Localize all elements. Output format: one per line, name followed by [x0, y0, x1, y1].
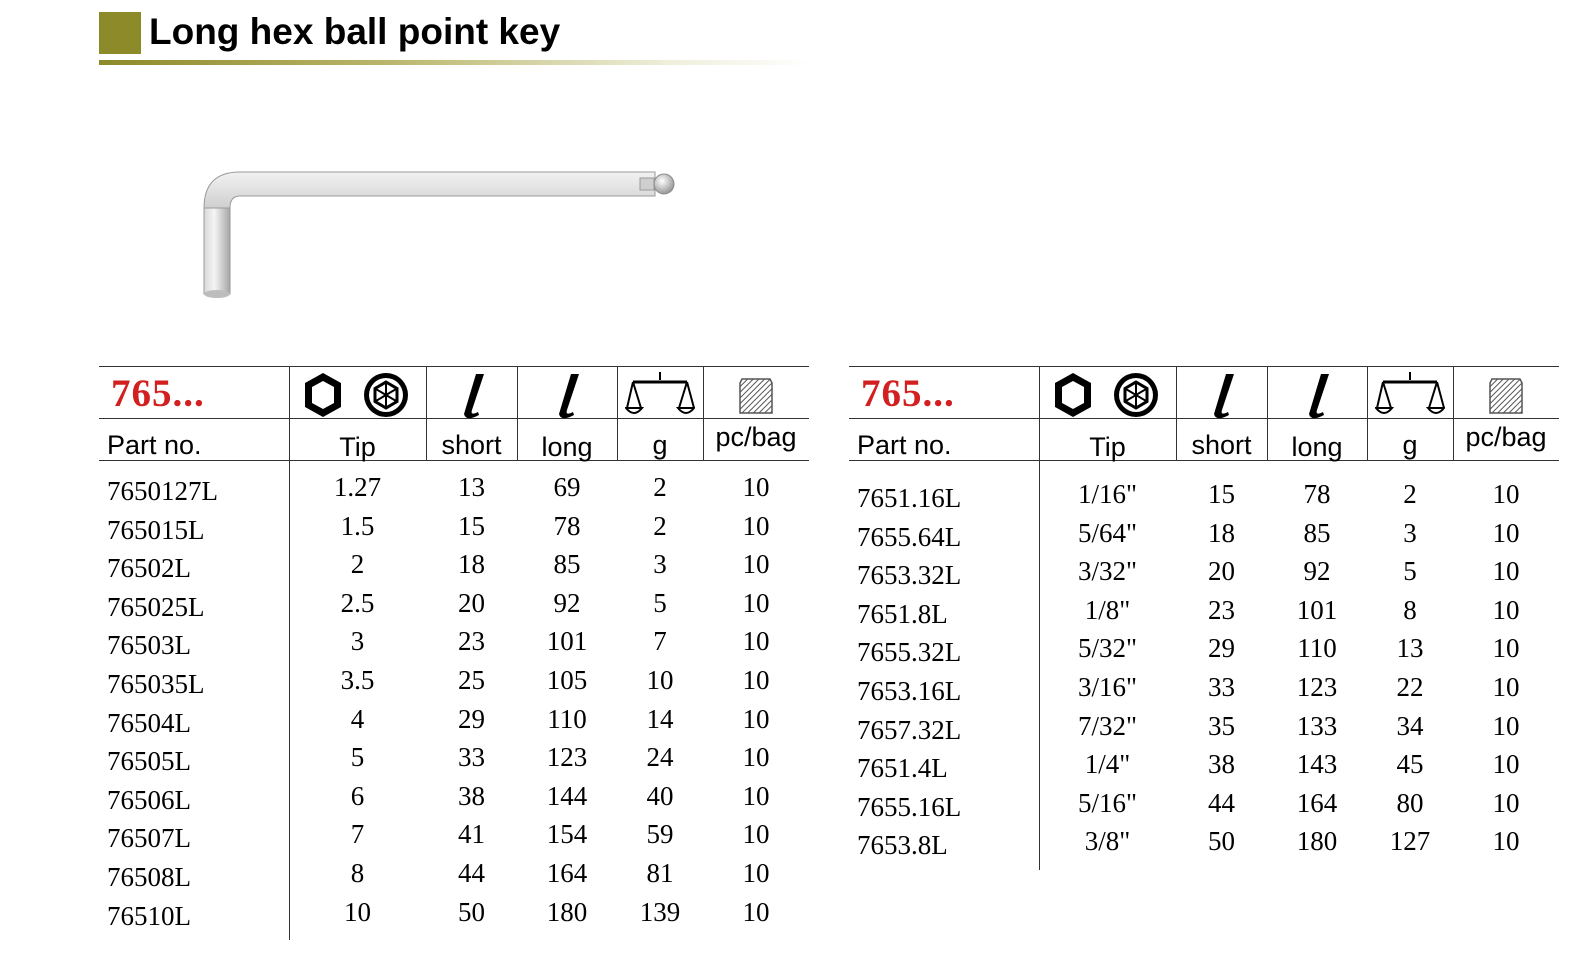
cell-part-no: 7650127L	[107, 476, 218, 506]
cell-long: 180	[546, 896, 588, 927]
cell-short: 23	[458, 626, 485, 657]
table-row	[99, 858, 809, 896]
cell-grams: 2	[1403, 479, 1417, 509]
tip-icons	[1039, 368, 1176, 422]
cell-part-no: 76506L	[107, 784, 191, 815]
table-row	[849, 479, 1559, 517]
table-row	[849, 711, 1559, 749]
cell-tip: 3/16"	[1077, 672, 1138, 702]
size-table-inch	[849, 366, 1577, 966]
cell-part-no: 7655.64L	[857, 521, 962, 552]
cell-part-no: 7655.32L	[857, 637, 962, 668]
cell-short: 25	[458, 665, 485, 695]
cell-pc-bag: 10	[1492, 479, 1520, 509]
cell-grams: 8	[1403, 594, 1417, 625]
cell-grams: 24	[646, 742, 674, 773]
cell-part-no: 7653.8L	[857, 830, 948, 861]
header-short: short	[441, 430, 502, 460]
header-pc-bag: pc/bag	[1465, 422, 1547, 452]
header-part-no: Part no.	[107, 430, 202, 460]
cell-long: 69	[553, 472, 581, 502]
title-marker	[99, 12, 141, 54]
cell-short: 20	[458, 587, 485, 618]
cell-pc-bag: 10	[1492, 633, 1520, 664]
cell-grams: 5	[1403, 556, 1417, 587]
table-row	[99, 897, 809, 935]
cell-grams: 3	[1403, 517, 1417, 548]
cell-short: 41	[458, 819, 485, 850]
cell-long: 110	[1297, 633, 1337, 664]
cell-long: 154	[546, 819, 588, 850]
cell-tip: 5/64"	[1077, 517, 1138, 548]
cell-long: 143	[1296, 749, 1338, 780]
header-pc-bag: pc/bag	[715, 422, 797, 452]
cell-long: 101	[1296, 594, 1338, 625]
table-row	[849, 749, 1559, 787]
cell-short: 23	[1208, 594, 1235, 625]
header-grams: g	[1402, 430, 1418, 460]
cell-tip: 2	[350, 549, 365, 580]
cell-grams: 127	[1389, 826, 1431, 857]
header-part-no: Part no.	[857, 430, 952, 460]
cell-pc-bag: 10	[1492, 517, 1520, 548]
scale-icon	[1367, 368, 1453, 422]
cell-pc-bag: 10	[742, 742, 770, 773]
cell-part-no: 765015L	[107, 514, 205, 545]
cell-grams: 10	[646, 665, 674, 695]
cell-grams: 81	[646, 858, 674, 888]
table-row	[99, 549, 809, 587]
cell-long: 85	[1303, 517, 1331, 548]
length-l-icon	[426, 368, 517, 422]
cell-pc-bag: 10	[742, 587, 770, 618]
cell-tip: 4	[350, 703, 365, 734]
cell-tip: 7/32"	[1077, 710, 1138, 741]
table-row	[849, 633, 1559, 671]
cell-part-no: 76505L	[107, 746, 191, 777]
cell-pc-bag: 10	[742, 703, 770, 734]
cell-pc-bag: 10	[742, 626, 770, 657]
table-row	[99, 742, 809, 780]
cell-pc-bag: 10	[742, 549, 770, 580]
cell-short: 35	[1208, 710, 1235, 741]
cell-grams: 14	[646, 703, 674, 734]
cell-long: 180	[1296, 826, 1338, 857]
cell-tip: 7	[350, 819, 365, 850]
cell-tip: 8	[350, 858, 365, 888]
cell-grams: 40	[646, 780, 674, 811]
cell-tip: 10	[344, 896, 371, 927]
cell-part-no: 7657.32L	[857, 714, 962, 745]
cell-tip: 6	[350, 780, 365, 811]
bag-icon	[703, 368, 809, 422]
cell-tip: 3/8"	[1084, 826, 1131, 857]
cell-pc-bag: 10	[742, 472, 770, 502]
cell-tip: 3	[350, 626, 365, 657]
table-row	[99, 781, 809, 819]
cell-tip: 5/32"	[1077, 633, 1138, 664]
cell-short: 33	[458, 742, 485, 773]
cell-part-no: 76510L	[107, 900, 191, 931]
cell-tip: 1/4"	[1084, 749, 1131, 780]
cell-pc-bag: 10	[742, 510, 770, 541]
table-row	[99, 626, 809, 664]
cell-long: 133	[1296, 710, 1338, 741]
cell-long: 92	[553, 587, 581, 618]
cell-short: 50	[458, 896, 485, 927]
table-row	[99, 665, 809, 703]
title-underline	[99, 60, 814, 65]
cell-part-no: 765025L	[107, 591, 205, 622]
header-grams: g	[652, 430, 668, 460]
cell-tip: 5	[350, 742, 365, 773]
cell-grams: 3	[653, 549, 667, 580]
cell-long: 78	[1303, 479, 1331, 509]
cell-pc-bag: 10	[742, 780, 770, 811]
table-row	[99, 472, 809, 510]
cell-grams: 45	[1396, 749, 1424, 780]
cell-tip: 5/16"	[1077, 787, 1138, 818]
header-long: long	[1291, 432, 1343, 462]
cell-pc-bag: 10	[1492, 710, 1520, 741]
table-row	[849, 788, 1559, 826]
cell-pc-bag: 10	[742, 819, 770, 850]
cell-short: 50	[1208, 826, 1235, 857]
cell-grams: 13	[1396, 633, 1424, 664]
hexagon-icon	[1055, 373, 1091, 417]
cell-tip: 1.27	[333, 472, 382, 502]
cell-long: 101	[546, 626, 588, 657]
cell-part-no: 76504L	[107, 707, 191, 738]
cell-part-no: 7653.16L	[857, 676, 962, 706]
cell-grams: 80	[1396, 787, 1424, 818]
cell-grams: 34	[1396, 710, 1424, 741]
cell-short: 29	[458, 703, 485, 734]
cell-grams: 139	[639, 896, 681, 927]
cell-part-no: 7655.16L	[857, 791, 962, 822]
cell-pc-bag: 10	[1492, 594, 1520, 625]
cell-grams: 2	[653, 510, 667, 541]
cell-pc-bag: 10	[1492, 672, 1520, 702]
scale-icon	[617, 368, 703, 422]
cell-part-no: 7653.32L	[857, 560, 962, 591]
hexagon-icon	[305, 373, 341, 417]
cell-part-no: 7651.4L	[857, 753, 948, 784]
cell-pc-bag: 10	[742, 858, 770, 888]
cell-short: 15	[1208, 479, 1235, 509]
cell-part-no: 7651.16L	[857, 483, 962, 513]
cell-short: 38	[1208, 749, 1235, 780]
cell-short: 44	[458, 858, 485, 888]
cell-short: 13	[458, 472, 485, 502]
cell-tip: 1.5	[340, 510, 375, 541]
cell-pc-bag: 10	[1492, 749, 1520, 780]
length-l-icon	[1267, 368, 1367, 422]
bag-icon	[1453, 368, 1559, 422]
cell-part-no: 76503L	[107, 630, 191, 661]
cell-short: 18	[458, 549, 485, 580]
cell-long: 164	[546, 858, 588, 888]
cell-grams: 7	[653, 626, 667, 657]
hex-ball-icon	[1114, 373, 1158, 417]
header-short: short	[1191, 430, 1252, 460]
cell-short: 38	[458, 780, 485, 811]
table-row	[849, 826, 1559, 864]
cell-short: 18	[1208, 517, 1235, 548]
cell-grams: 22	[1396, 672, 1424, 702]
series-label: 765...	[861, 372, 955, 415]
cell-short: 33	[1208, 672, 1235, 702]
cell-part-no: 76502L	[107, 553, 191, 584]
cell-tip: 2.5	[340, 587, 375, 618]
cell-long: 92	[1303, 556, 1331, 587]
table-row	[99, 588, 809, 626]
cell-tip: 1/16"	[1077, 479, 1138, 509]
cell-pc-bag: 10	[742, 665, 770, 695]
cell-part-no: 76508L	[107, 862, 191, 892]
cell-pc-bag: 10	[1492, 556, 1520, 587]
cell-long: 123	[546, 742, 588, 773]
title-bar	[99, 10, 819, 68]
table-row	[849, 672, 1559, 710]
cell-part-no: 7651.8L	[857, 598, 948, 629]
cell-short: 29	[1208, 633, 1235, 664]
table-row	[99, 511, 809, 549]
header-tip: Tip	[1089, 432, 1126, 462]
cell-long: 123	[1296, 672, 1338, 702]
cell-long: 78	[553, 510, 581, 541]
table-row	[849, 595, 1559, 633]
cell-grams: 59	[646, 819, 674, 850]
cell-pc-bag: 10	[1492, 826, 1520, 857]
cell-short: 44	[1208, 787, 1235, 818]
table-row	[849, 556, 1559, 594]
cell-part-no: 765035L	[107, 669, 205, 699]
cell-tip: 1/8"	[1084, 594, 1131, 625]
tip-icons	[289, 368, 426, 422]
hex-ball-icon	[364, 373, 408, 417]
size-table-metric	[99, 366, 827, 966]
header-tip: Tip	[339, 432, 376, 462]
cell-grams: 5	[653, 587, 667, 618]
cell-tip: 3.5	[340, 665, 375, 695]
length-l-icon	[1176, 368, 1267, 422]
cell-long: 110	[547, 703, 587, 734]
table-row	[849, 518, 1559, 556]
cell-tip: 3/32"	[1077, 556, 1138, 587]
table-row	[99, 704, 809, 742]
cell-short: 20	[1208, 556, 1235, 587]
series-label: 765...	[111, 372, 205, 415]
cell-part-no: 76507L	[107, 823, 191, 854]
cell-grams: 2	[653, 472, 667, 502]
table-row	[99, 819, 809, 857]
cell-pc-bag: 10	[1492, 787, 1520, 818]
length-l-icon	[517, 368, 617, 422]
cell-short: 15	[458, 510, 485, 541]
cell-long: 105	[546, 665, 588, 695]
cell-pc-bag: 10	[742, 896, 770, 927]
hex-key-product-image	[200, 168, 690, 308]
cell-long: 144	[546, 780, 588, 811]
header-long: long	[541, 432, 593, 462]
cell-long: 85	[553, 549, 581, 580]
cell-long: 164	[1296, 787, 1338, 818]
page-title: Long hex ball point key	[149, 11, 561, 52]
